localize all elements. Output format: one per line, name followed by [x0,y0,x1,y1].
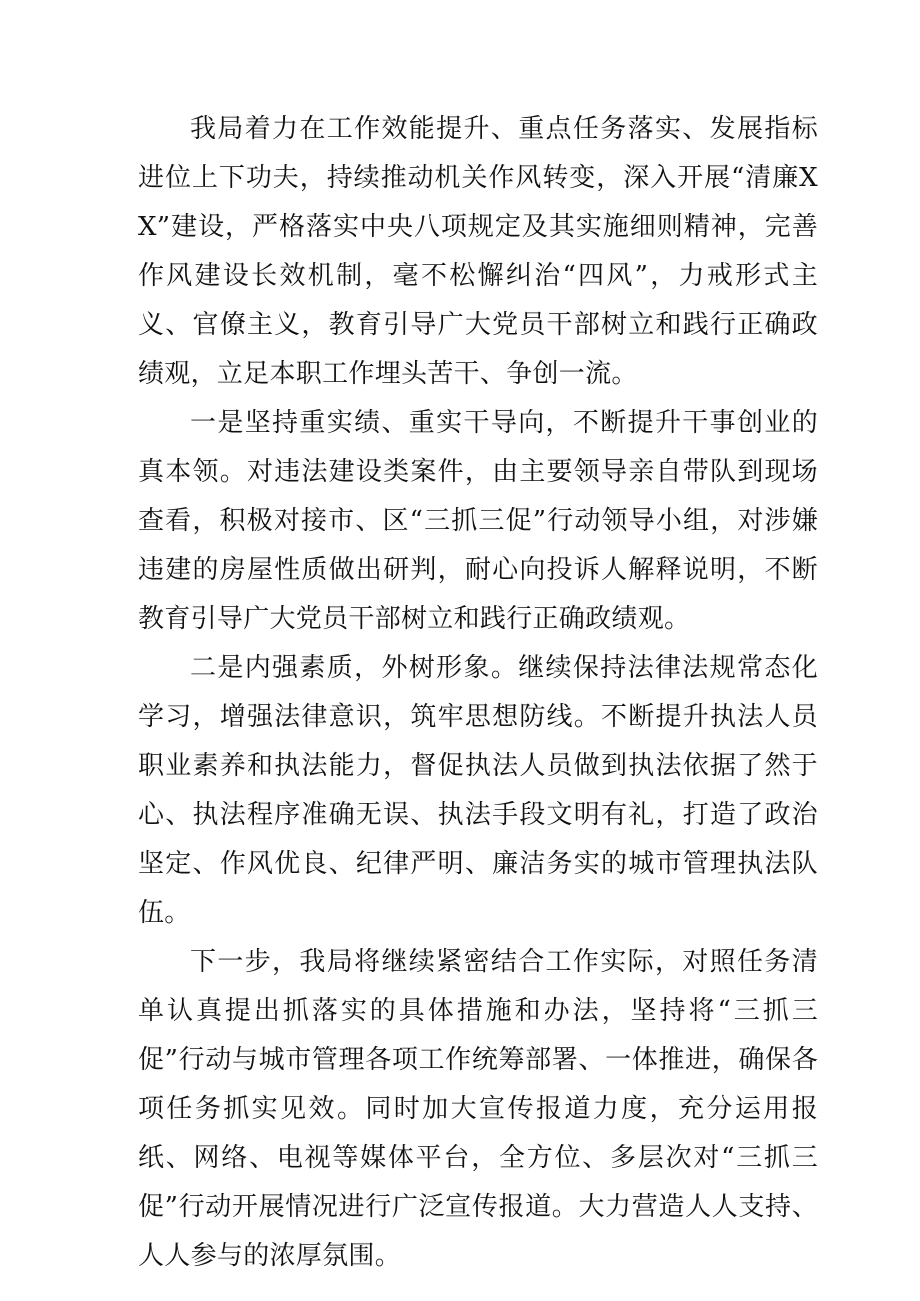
paragraph-next-steps: 下一步，我局将继续紧密结合工作实际，对照任务清单认真提出抓落实的具体措施和办法，坚持将“三抓三促”行动与城市管理各项工作统筹部署、一体推进，确保各项任务抓实见效。同时加大宣传报道力度，充分运用报纸、网络、电视等媒体平台，全方位、多层次对“三抓三促”行动开展情况进行广泛宣传报道。大力营造人人支持、人人参与的浓厚氛围。 [138,947,818,1271]
document-body [138,105,818,1281]
paragraph-point-two: 二是内强素质，外树形象。继续保持法律法规常态化学习，增强法律意识，筑牢思想防线。不断提升执法人员职业素养和执法能力，督促执法人员做到执法依据了然于心、执法程序准确无误、执法手段文明有礼，打造了政治坚定、作风优良、纪律严明、廉洁务实的城市管理执法队伍。 [138,653,818,928]
paragraph-intro: 我局着力在工作效能提升、重点任务落实、发展指标进位上下功夫，持续推动机关作风转变，深入开展“清廉XX”建设，严格落实中央八项规定及其实施细则精神，完善作风建设长效机制，毫不松懈纠治“四风”，力戒形式主义、官僚主义，教育引导广大党员干部树立和践行正确政绩观，立足本职工作埋头苦干、争创一流。 [138,114,818,389]
paragraph-point-one: 一是坚持重实绩、重实干导向，不断提升干事创业的真本领。对违法建设类案件，由主要领导亲自带队到现场查看，积极对接市、区“三抓三促”行动领导小组，对涉嫌违建的房屋性质做出研判，耐心向投诉人解释说明，不断教育引导广大党员干部树立和践行正确政绩观。 [138,408,818,634]
